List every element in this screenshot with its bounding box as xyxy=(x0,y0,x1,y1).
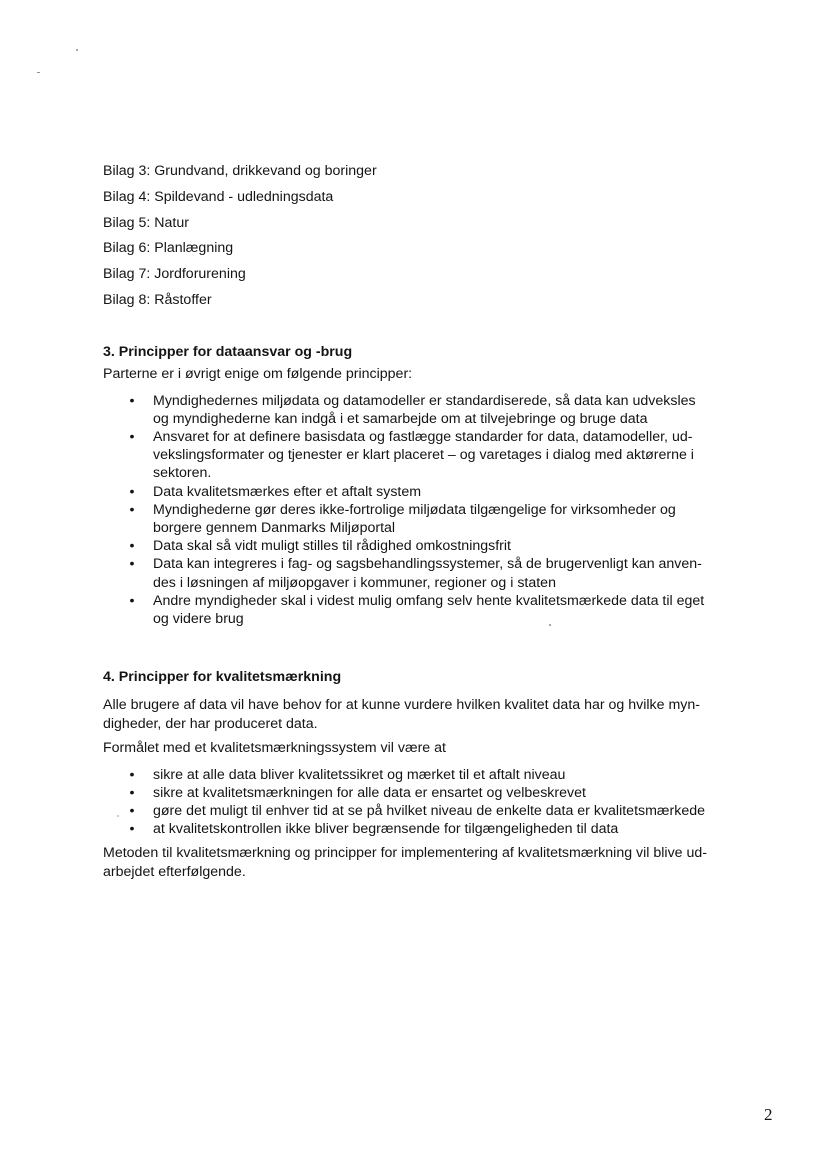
bullet-line: og myndighederne kan indgå i et samarbejde om at tilvejebringe og bruge data xyxy=(153,410,648,427)
bullet-line: Data kan integreres i fag- og sagsbehandlingssystemer, så de brugervenligt kan anven- xyxy=(153,556,702,573)
bullet-line: borgere gennem Danmarks Miljøportal xyxy=(153,519,396,536)
bullet-item xyxy=(103,592,763,628)
section-3-heading: 3. Principper for dataansvar og -brug xyxy=(103,344,353,360)
bullet-icon: • xyxy=(129,538,135,555)
section-4-paragraph-1 xyxy=(103,696,763,733)
bullet-line: at kvalitetskontrollen ikke bliver begrænsende for tilgængeligheden til data xyxy=(153,821,619,838)
appendix-list xyxy=(103,161,377,316)
bullet-item xyxy=(103,428,763,483)
paragraph-line: Metoden til kvalitetsmærkning og principper for implementering af kvalitetsmærkning vil blive ud- xyxy=(103,845,708,862)
section-3 xyxy=(103,342,763,628)
bullet-item xyxy=(103,392,763,428)
bullet-line: gøre det muligt til enhver tid at se på hvilket niveau de enkelte data er kvalitetsmærkede xyxy=(153,802,706,819)
bullet-item xyxy=(103,501,763,537)
scan-speck xyxy=(37,72,40,73)
paragraph-line: digheder, der har produceret data. xyxy=(103,715,318,732)
bullet-line: sikre at kvalitetsmærkningen for alle data er ensartet og velbeskrevet xyxy=(153,784,586,801)
bullet-item xyxy=(103,802,763,820)
bullet-icon: • xyxy=(129,821,135,838)
section-4-paragraph-3 xyxy=(103,844,763,881)
bullet-item xyxy=(103,784,763,802)
section-4-paragraph-2: Formålet med et kvalitetsmærkningssystem vil være at xyxy=(103,740,446,756)
bullet-line: sikre at alle data bliver kvalitetssikret og mærket til et aftalt niveau xyxy=(153,766,566,783)
bullet-icon: • xyxy=(129,592,135,609)
bullet-line: Ansvaret for at definere basisdata og fastlægge standarder for data, datamodeller, ud- xyxy=(153,428,693,445)
bullet-item xyxy=(103,537,763,555)
bullet-icon: • xyxy=(129,766,135,783)
section-3-bullet-list xyxy=(103,392,763,629)
bullet-icon: • xyxy=(129,802,135,819)
bullet-line: sektoren. xyxy=(153,465,212,482)
bullet-icon: • xyxy=(129,556,135,573)
bullet-icon: • xyxy=(129,501,135,518)
bullet-item xyxy=(103,820,763,838)
section-3-intro: Parterne er i øvrigt enige om følgende principper: xyxy=(103,366,413,382)
section-4 xyxy=(103,667,763,881)
bullet-icon: • xyxy=(129,392,135,409)
appendix-item: Bilag 8: Råstoffer xyxy=(103,291,212,308)
bullet-item xyxy=(103,483,763,501)
bullet-line: Data kvalitetsmærkes efter et aftalt system xyxy=(153,483,422,500)
appendix-item: Bilag 7: Jordforurening xyxy=(103,266,246,283)
appendix-item: Bilag 4: Spildevand - udledningsdata xyxy=(103,188,334,205)
bullet-line: vekslingsformater og tjenester er klart placeret – og varetages i dialog med aktørerne i xyxy=(153,447,694,464)
bullet-line: Myndighederne gør deres ikke-fortrolige miljødata tilgængelige for virksomheder og xyxy=(153,501,676,518)
bullet-item xyxy=(103,555,763,591)
scan-speck xyxy=(117,815,119,817)
scan-speck xyxy=(549,624,551,626)
bullet-icon: • xyxy=(129,428,135,445)
appendix-item: Bilag 6: Planlægning xyxy=(103,240,234,257)
section-4-heading: 4. Principper for kvalitetsmærkning xyxy=(103,669,342,685)
bullet-icon: • xyxy=(129,784,135,801)
bullet-line: Myndighedernes miljødata og datamodeller er standardiserede, så data kan udveksles xyxy=(153,392,696,409)
page-number: 2 xyxy=(764,1105,773,1124)
paragraph-line: arbejdet efterfølgende. xyxy=(103,863,246,880)
bullet-icon: • xyxy=(129,483,135,500)
appendix-item: Bilag 3: Grundvand, drikkevand og boringer xyxy=(103,163,377,179)
bullet-line: des i løsningen af miljøopgaver i kommuner, regioner og i staten xyxy=(153,574,556,591)
bullet-line: Data skal så vidt muligt stilles til rådighed omkostningsfrit xyxy=(153,538,511,555)
appendix-item: Bilag 5: Natur xyxy=(103,214,189,231)
bullet-line: Andre myndigheder skal i videst mulig omfang selv hente kvalitetsmærkede data til eget xyxy=(153,592,705,609)
paragraph-line: Alle brugere af data vil have behov for at kunne vurdere hvilken kvalitet data har og hvilke myn- xyxy=(103,697,700,713)
bullet-line: og videre brug xyxy=(153,610,244,627)
bullet-item xyxy=(103,766,763,784)
section-4-bullet-list xyxy=(103,766,763,839)
scan-speck xyxy=(76,49,78,51)
